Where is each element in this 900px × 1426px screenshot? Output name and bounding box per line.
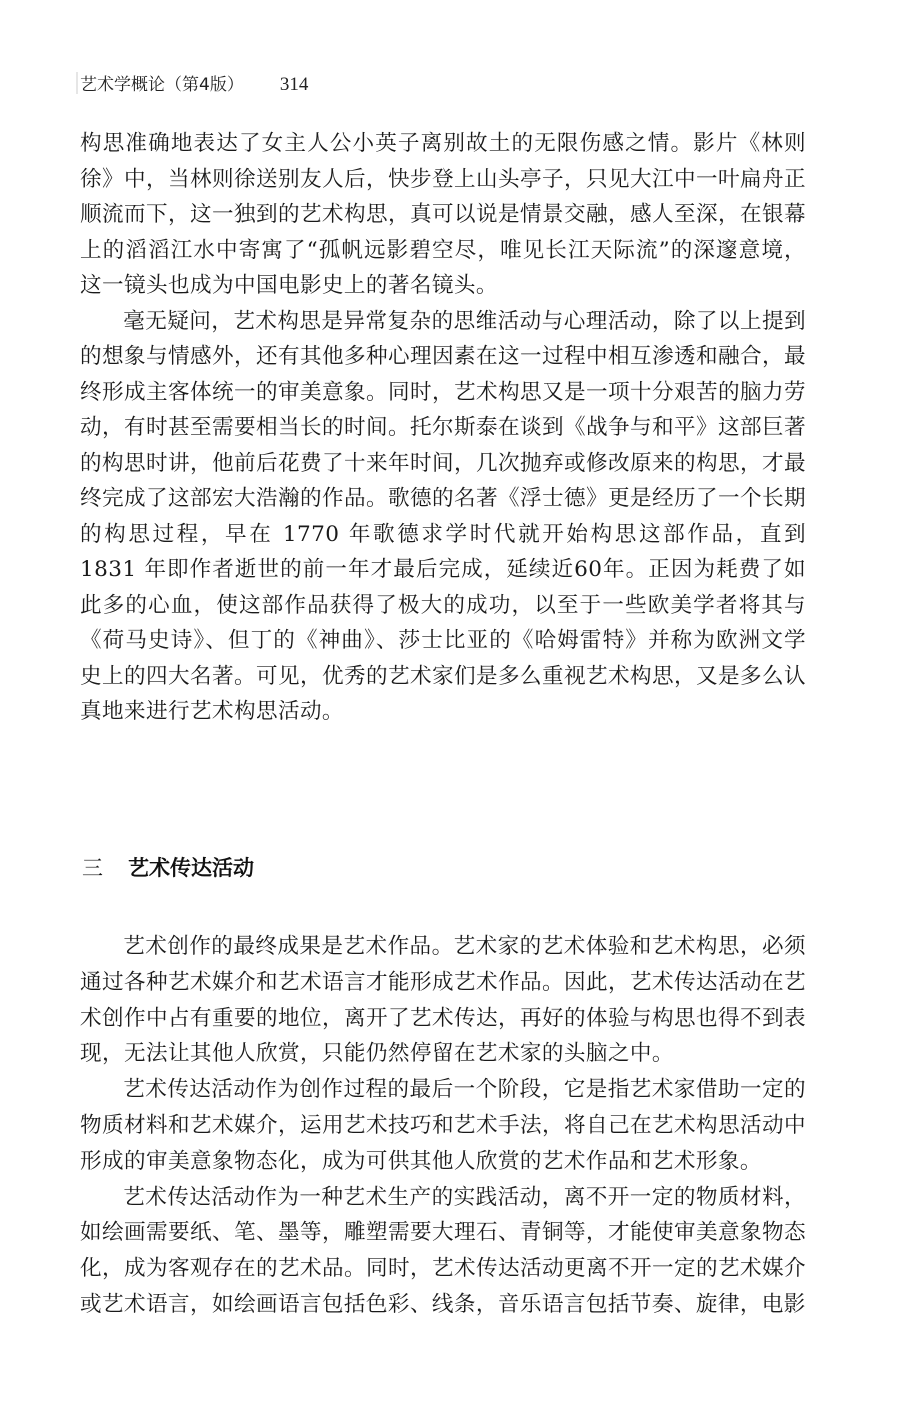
book-title: 艺术学概论（第4版） [80,75,244,95]
running-header [80,70,308,96]
paragraph: 毫无疑问，艺术构思是异常复杂的思维活动与心理活动，除了以上提到的想象与情感外，还有其他多种心理因素在这一过程中相互渗透和融合，最终形成主客体统一的审美意象。同时，艺术构思又是一项十分艰苦的脑力劳动，有时甚至需要相当长的时间。托尔斯泰在谈到《战争与和平》这部巨著的构思时讲，他前后花费了十来年时间，几次抛弃或修改原来的构思，才最终完成了这部宏大浩瀚的作品。歌德的名著《浮士德》更是经历了一个长期的构思过程，早在 1770 年歌德求学时代就开始构思这部作品，直到 1831 年即作者逝世的前一年才最后完成，延续近60年。正因为耗费了如此多的心血，使这部作品获得了极大的成功，以至于一些欧美学者将其与《荷马史诗》、但丁的《神曲》、莎士比亚的《哈姆雷特》并称为欧洲文学史上的四大名著。可见，优秀的艺术家们是多么重视艺术构思，又是多么认真地来进行艺术构思活动。 [80,308,806,724]
body-text-bottom [80,929,806,1323]
paragraph: 艺术传达活动作为一种艺术生产的实践活动，离不开一定的物质材料，如绘画需要纸、笔、墨等，雕塑需要大理石、青铜等，才能使审美意象物态化，成为客观存在的艺术品。同时，艺术传达活动更离不开一定的艺术媒介或艺术语言，如绘画语言包括色彩、线条，音乐语言包括节奏、旋律，电影 [80,1184,806,1317]
page-number: 314 [279,74,309,95]
section-heading [82,852,254,882]
section-number: 三 [82,856,103,880]
body-text-top [80,126,806,730]
paragraph: 艺术传达活动作为创作过程的最后一个阶段，它是指艺术家借助一定的物质材料和艺术媒介，运用艺术技巧和艺术手法，将自己在艺术构思活动中形成的审美意象物态化，成为可供其他人欣赏的艺术作品和艺术形象。 [80,1077,806,1174]
margin-mark [76,72,78,94]
paragraph: 艺术创作的最终成果是艺术作品。艺术家的艺术体验和艺术构思，必须通过各种艺术媒介和艺术语言才能形成艺术作品。因此，艺术传达活动在艺术创作中占有重要的地位，离开了艺术传达，再好的体验与构思也得不到表现，无法让其他人欣赏，只能仍然停留在艺术家的头脑之中。 [80,934,806,1067]
section-title: 艺术传达活动 [128,856,254,880]
paragraph: 构思准确地表达了女主人公小英子离别故土的无限伤感之情。影片《林则徐》中，当林则徐送别友人后，快步登上山头亭子，只见大江中一叶扁舟正顺流而下，这一独到的艺术构思，真可以说是情景交融，感人至深，在银幕上的滔滔江水中寄寓了“孤帆远影碧空尽，唯见长江天际流”的深邃意境，这一镜头也成为中国电影史上的著名镜头。 [80,131,806,298]
